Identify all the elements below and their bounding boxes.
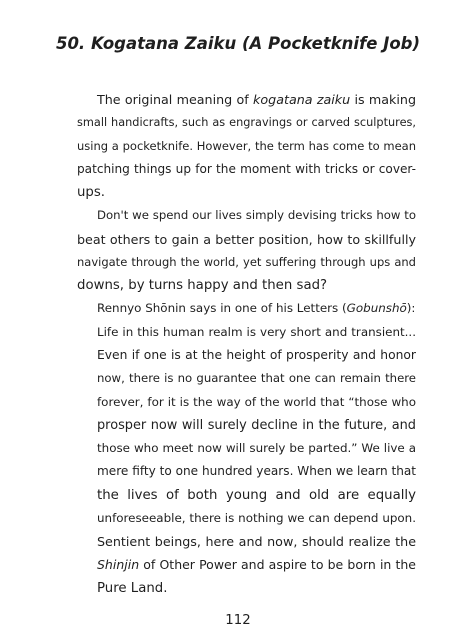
quote-line: the lives of both young and old are equally	[97, 487, 416, 503]
text-line: navigate through the world, yet suffering through ups and	[77, 254, 416, 269]
quote-line: now, there is no guarantee that one can remain there	[97, 371, 416, 386]
page-number: 112	[225, 613, 251, 628]
page-title: 50. Kogatana Zaiku (A Pocketknife Job)	[55, 34, 421, 53]
quote-line: Sentient beings, here and now, should realize the	[97, 534, 416, 550]
text-line: downs, by turns happy and then sad?	[77, 278, 328, 294]
text-line: small handicrafts, such as engravings or carved sculptures,	[77, 116, 416, 130]
text-line: beat others to gain a better position, how to skillfully	[77, 231, 416, 247]
text-line: Don't we spend our lives simply devising tricks how to	[97, 208, 416, 223]
text-line: The original meaning of kogatana zaiku is making	[97, 92, 417, 107]
quote-line: Pure Land.	[97, 580, 168, 596]
quote-line: mere fifty to one hundred years. When we learn that	[97, 464, 417, 479]
text-line: Rennyo Shōnin says in one of his Letters (Gobunshō):	[97, 301, 416, 316]
quote-line: Even if one is at the height of prosperity and honor	[97, 348, 416, 362]
text-line: patching things up for the moment with tricks or cover-	[77, 161, 416, 176]
text-line: ups.	[77, 185, 106, 201]
quote-line: unforeseeable, there is nothing we can depend upon.	[97, 510, 416, 525]
quote-line: Life in this human realm is very short and transient...	[97, 324, 416, 339]
quote-line: those who meet now will surely be parted.” We live a	[97, 441, 416, 456]
text-line: using a pocketknife. However, the term has come to mean	[77, 138, 416, 153]
quote-line: forever, for it is the way of the world that “those who	[97, 394, 416, 409]
quote-line: prosper now will surely decline in the future, and	[97, 417, 416, 433]
quote-line: Shinjin of Other Power and aspire to be born in the	[97, 557, 416, 573]
